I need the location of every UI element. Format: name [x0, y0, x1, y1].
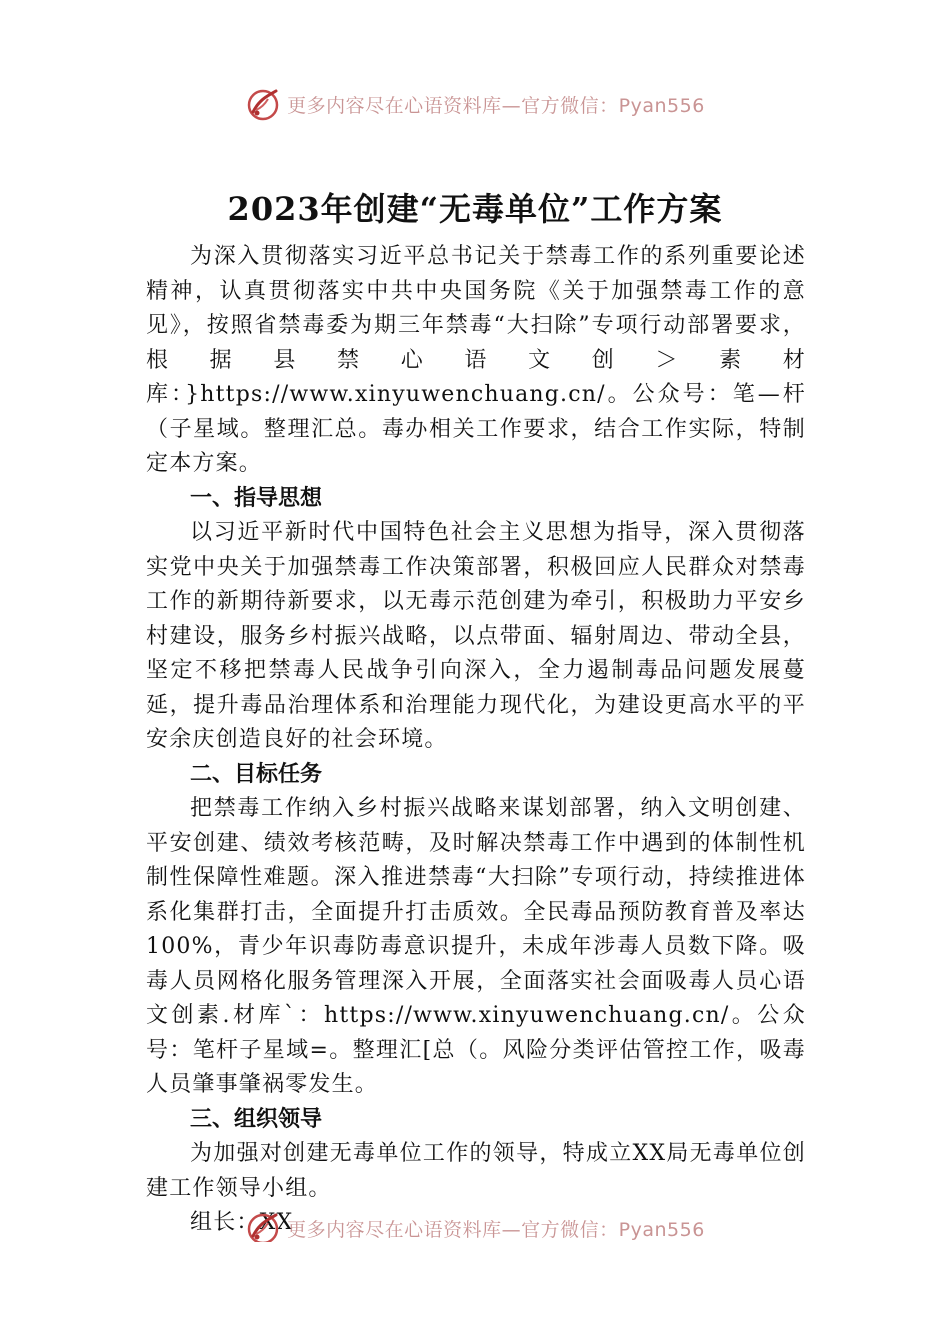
watermark-text: 更多内容尽在心语资料库—官方微信：Pyan556: [287, 94, 705, 117]
section-heading-organization: 三、组织领导: [190, 1106, 323, 1132]
ink-brush-logo-icon: [245, 1210, 281, 1242]
document-body: [146, 240, 806, 1241]
watermark-text: 更多内容尽在心语资料库—官方微信：Pyan556: [287, 1218, 705, 1241]
watermark-footer: [0, 1202, 950, 1242]
paragraph-intro: 为深入贯彻落实习近平总书记关于禁毒工作的系列重要论述精神，认真贯彻落实中共中央国务院《关于加强禁毒工作的意见》，按照省禁毒委为期三年禁毒“大扫除”专项行动部署要求，根据县禁心语文创＞素材库：}https://www.xinyuwenchuang.cn/。公众号：笔—杆（子星域。整理汇总。毒办相关工作要求，结合工作实际，特制定本方案。: [146, 244, 806, 476]
paragraph-leader: 组长：XX: [190, 1210, 294, 1235]
section-heading-goals: 二、目标任务: [190, 761, 323, 787]
document-title: 2023年创建“无毒单位”工作方案: [227, 190, 723, 228]
watermark-header: [0, 82, 950, 126]
ink-brush-logo-icon: [245, 86, 281, 122]
paragraph-guiding-ideology: 以习近平新时代中国特色社会主义思想为指导，深入贯彻落实党中央关于加强禁毒工作决策部署，积极回应人民群众对禁毒工作的新期待新要求，以无毒示范创建为牵引，积极助力平安乡村建设，服务乡村振兴战略，以点带面、辐射周边、带动全县，坚定不移把禁毒人民战争引向深入，全力遏制毒品问题发展蔓延，提升毒品治理体系和治理能力现代化，为建设更高水平的平安余庆创造良好的社会环境。: [146, 520, 806, 752]
paragraph-organization: 为加强对创建无毒单位工作的领导，特成立XX局无毒单位创建工作领导小组。: [146, 1141, 806, 1201]
section-heading-guiding-ideology: 一、指导思想: [190, 485, 323, 511]
paragraph-goals: 把禁毒工作纳入乡村振兴战略来谋划部署，纳入文明创建、平安创建、绩效考核范畴，及时解决禁毒工作中遇到的体制性机制性保障性难题。深入推进禁毒“大扫除”专项行动，持续推进体系化集群打击，全面提升打击质效。全民毒品预防教育普及率达100%，青少年识毒防毒意识提升，未成年涉毒人员数下降。吸毒人员网格化服务管理深入开展，全面落实社会面吸毒人员心语文创素.材库`：https://www.xinyuwenchuang.cn/。公众号：笔杆子星域=。整理汇[总（。风险分类评估管控工作，吸毒人员肇事肇祸零发生。: [146, 796, 806, 1097]
